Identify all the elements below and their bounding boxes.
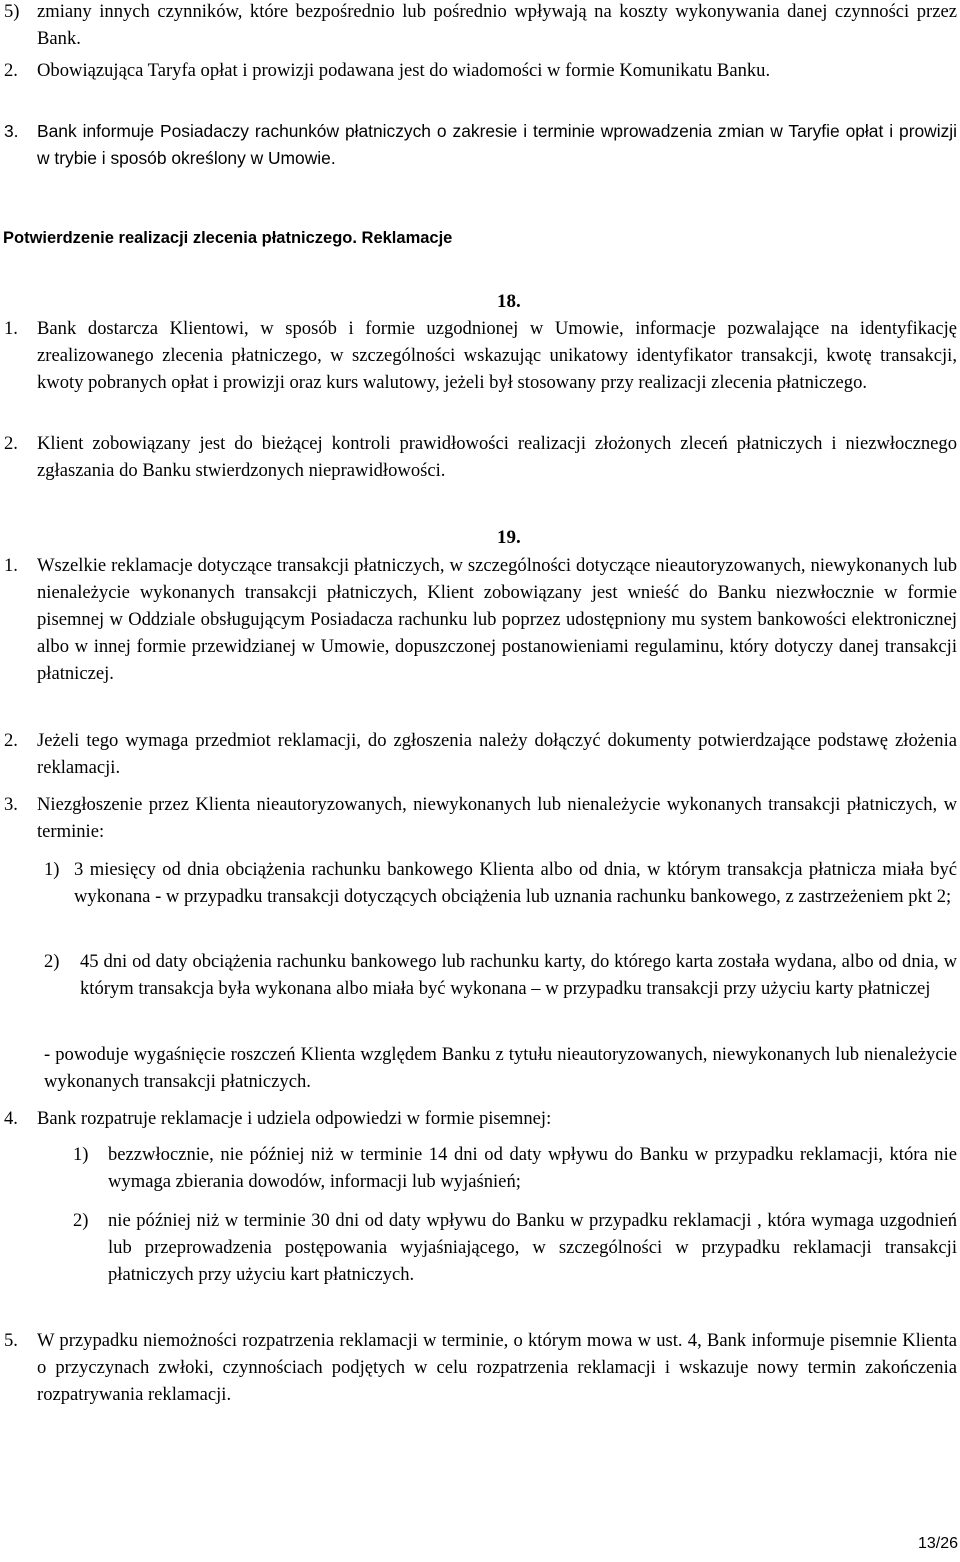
list-number: 3. [4, 794, 18, 815]
list-item-text: Bank dostarcza Klientowi, w sposób i formie uzgodnionej w Umowie, informacje pozwalające na identyfikację zrealizowanego zlecenia płatniczego, w szczególności wskazując unikatowy identyfikator transakcji, kwotę transakcji, kwoty pobranych opłat i prowizji oraz kurs walutowy, jeżeli był stosowany przy realizacji zlecenia płatniczego. [37, 318, 957, 393]
list-item-text: zmiany innych czynników, które bezpośrednio lub pośrednio wpływają na koszty wykonywania danej czynności przez Bank. [37, 1, 957, 49]
list-number: 5. [4, 1330, 18, 1351]
section-number-19: 19. [497, 527, 521, 548]
list-number: 1. [4, 318, 18, 339]
list-item-text: Obowiązująca Taryfa opłat i prowizji podawana jest do wiadomości w formie Komunikatu Banku. [37, 60, 771, 81]
sublist-number: 2) [44, 951, 60, 972]
list-item-text: Wszelkie reklamacje dotyczące transakcji płatniczych, w szczególności dotyczące nieautoryzowanych, niewykonanych lub nienależycie wykonanych transakcji płatniczych, Klient zobowiązany jest wnieść do Banku niezwłocznie w formie pisemnej w Oddziale obsługującym Posiadacza rachunku lub poprzez udostępniony mu system bankowości elektronicznej albo w innej formie przewidzianej w Umowie, dopuszczonej postanowieniami regulaminu, który dotyczy danej transakcji płatniczej. [37, 555, 957, 684]
list-number: 2. [4, 730, 18, 751]
section-heading: Potwierdzenie realizacji zlecenia płatniczego. Reklamacje [3, 229, 453, 247]
list-number: 5) [4, 1, 20, 22]
sublist-number: 1) [44, 859, 60, 880]
list-item-text: Klient zobowiązany jest do bieżącej kontroli prawidłowości realizacji złożonych zleceń płatniczych i niezwłocznego zgłaszania do Banku stwierdzonych nieprawidłowości. [37, 433, 957, 481]
list-item-text: Niezgłoszenie przez Klienta nieautoryzowanych, niewykonanych lub nienależycie wykonanych transakcji płatniczych, w terminie: [37, 794, 957, 842]
list-item-text: W przypadku niemożności rozpatrzenia reklamacji w terminie, o którym mowa w ust. 4, Bank informuje pisemnie Klienta o przyczynach zwłoki, czynnościach podjętych w celu rozpatrzenia reklamacji i wskazuje nowy termin zakończenia rozpatrywania reklamacji. [37, 1330, 957, 1405]
list-number: 2. [4, 60, 18, 81]
list-item-text: Bank informuje Posiadaczy rachunków płatniczych o zakresie i terminie wprowadzenia zmian w Taryfie opłat i prowizji w trybie i sposób określony w Umowie. [37, 121, 957, 168]
list-item-text: Jeżeli tego wymaga przedmiot reklamacji, do zgłoszenia należy dołączyć dokumenty potwierdzające podstawę złożenia reklamacji. [37, 730, 957, 778]
sublist-item-text: 45 dni od daty obciążenia rachunku bankowego lub rachunku karty, do którego karta została wydana, albo od dnia, w którym transakcja była wykonana albo miała być wykonana – w przypadku transakcji przy użyciu karty płatniczej [80, 951, 957, 999]
list-number: 1. [4, 555, 18, 576]
list-number: 2. [4, 433, 18, 454]
sublist-item-text: bezzwłocznie, nie później niż w terminie 14 dni od daty wpływu do Banku w przypadku reklamacji, która nie wymaga zbierania dowodów, informacji lub wyjaśnień; [108, 1144, 957, 1192]
sublist-item-text: nie później niż w terminie 30 dni od daty wpływu do Banku w przypadku reklamacji , która wymaga uzgodnień lub przeprowadzenia postępowania wyjaśniającego, w szczególności w przypadku reklamacji transakcji płatniczych przy użyciu kart płatniczych. [108, 1210, 957, 1285]
sublist-number: 2) [73, 1210, 89, 1231]
sublist-number: 1) [73, 1144, 89, 1165]
list-item-text: Bank rozpatruje reklamacje i udziela odpowiedzi w formie pisemnej: [37, 1108, 552, 1129]
list-item-tail: - powoduje wygaśnięcie roszczeń Klienta względem Banku z tytułu nieautoryzowanych, niewykonanych lub nienależycie wykonanych transakcji płatniczych. [44, 1044, 957, 1092]
list-number: 3. [4, 121, 19, 141]
section-number-18: 18. [497, 291, 521, 312]
list-number: 4. [4, 1108, 18, 1129]
sublist-item-text: 3 miesięcy od dnia obciążenia rachunku bankowego Klienta albo od dnia, w którym transakcja płatnicza miała być wykonana - w przypadku transakcji dotyczących obciążenia lub uznania rachunku bankowego, z zastrzeżeniem pkt 2; [74, 859, 957, 907]
page-number: 13/26 [917, 1535, 958, 1552]
